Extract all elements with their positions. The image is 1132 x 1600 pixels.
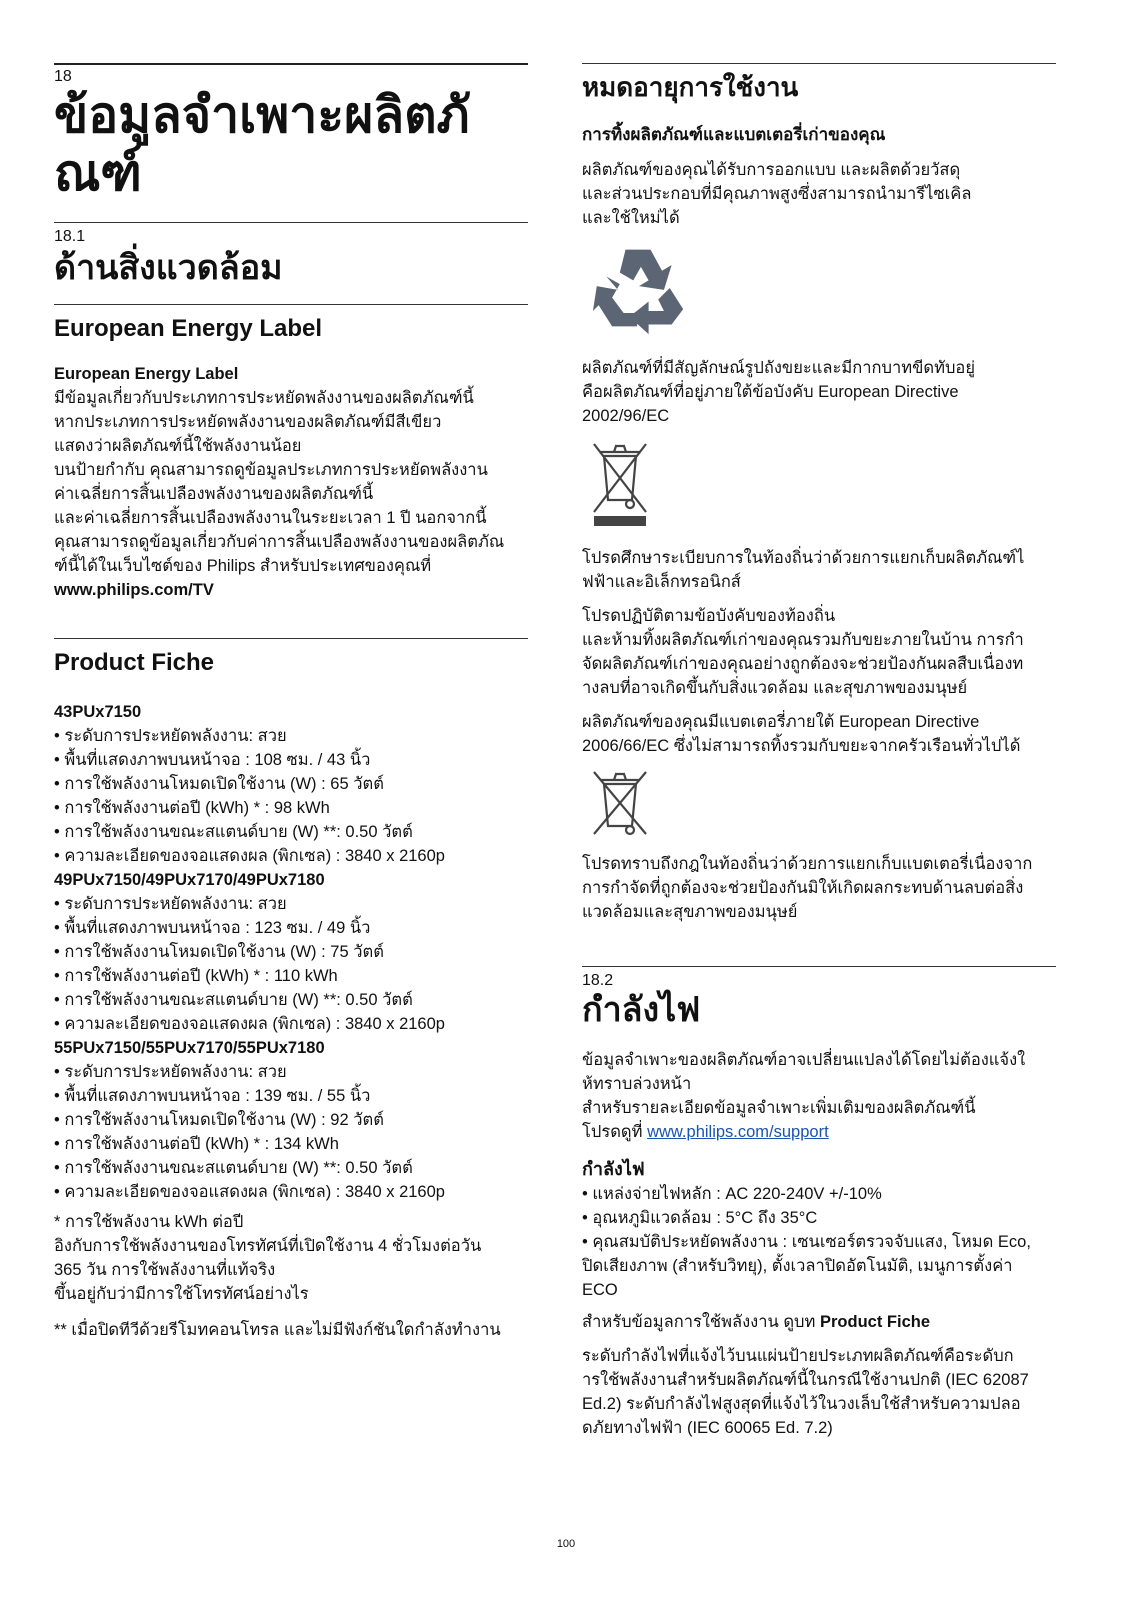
text-line: ฟฟ้าและอิเล็กทรอนิกส์ — [582, 573, 741, 591]
product-fiche-rule — [54, 638, 528, 639]
product-fiche-models — [54, 700, 540, 1204]
energy-label-url: www.philips.com/TV — [54, 581, 214, 599]
crossed-bin-battery-icon — [590, 768, 650, 836]
section2-intro-lines — [582, 1048, 1062, 1120]
spec-item: • พื้นที่แสดงภาพบนหน้าจอ : 123 ซม. / 49 นิ้ว — [54, 916, 540, 940]
disposal-subheading: การทิ้งผลิตภัณฑ์และแบตเตอรี่เก่าของคุณ — [582, 125, 886, 144]
text-line: โปรดศึกษาระเบียบการในท้องถิ่นว่าด้วยการแยกเก็บผลิตภัณฑ์ไ — [582, 549, 1025, 567]
spec-item: • ความละเอียดของจอแสดงผล (พิกเซล) : 3840 x 2160p — [54, 844, 540, 868]
model-block — [54, 700, 540, 868]
power-items — [582, 1182, 1062, 1230]
battery-local-text — [582, 852, 1062, 924]
spec-item: • ระดับการประหยัดพลังงาน: สวย — [54, 892, 540, 916]
disposal-intro — [582, 158, 1062, 230]
section2-intro — [582, 1048, 1062, 1144]
model-block — [54, 1036, 540, 1204]
text-line: และห้ามทิ้งผลิตภัณฑ์เก่าของคุณรวมกับขยะภายในบ้าน การกำ — [582, 631, 1024, 649]
text-line: ค่าเฉลี่ยการสิ้นเปลืองพลังงานของผลิตภัณฑ์นี้ — [54, 485, 374, 503]
spec-item: • การใช้พลังงานต่อปี (kWh) * : 98 kWh — [54, 796, 540, 820]
support-prefix: โปรดดูที่ — [582, 1123, 648, 1141]
footnote-line: 365 วัน การใช้พลังงานที่แท้จริง — [54, 1261, 276, 1279]
text-line: หากประเภทการประหยัดพลังงานของผลิตภัณฑ์มีสีเขียว — [54, 413, 442, 431]
footnote-annual-energy — [54, 1210, 540, 1306]
end-of-use-rule — [582, 63, 1056, 64]
power-heading: กำลังไฟ — [582, 1159, 645, 1179]
page-number: 100 — [556, 1538, 576, 1550]
spec-item: • ระดับการประหยัดพลังงาน: สวย — [54, 724, 540, 748]
text-line: สำหรับรายละเอียดข้อมูลจำเพาะเพิ่มเติมของผลิตภัณฑ์นี้ — [582, 1099, 976, 1117]
support-line — [582, 1120, 1062, 1144]
text-line: แสดงว่าผลิตภัณฑ์นี้ใช้พลังงานน้อย — [54, 437, 302, 455]
model-name: 43PUx7150 — [54, 703, 142, 721]
crossed-bin-icon — [590, 440, 650, 528]
text-line: และค่าเฉลี่ยการสิ้นเปลืองพลังงานในระยะเวลา 1 ปี นอกจากนี้ — [54, 509, 487, 527]
text-line: และส่วนประกอบที่มีคุณภาพสูงซึ่งสามารถนำมารีไซเคิล — [582, 185, 972, 203]
energy-label-body — [54, 362, 540, 602]
text-line: การกำจัดที่ถูกต้องจะช่วยป้องกันมิให้เกิดผลกระทบด้านลบต่อสิ่ง — [582, 879, 1024, 897]
text-line: างลบที่อาจเกิดขึ้นกับสิ่งแวดล้อม และสุขภาพของมนุษย์ — [582, 679, 968, 697]
footnote-line: * การใช้พลังงาน kWh ต่อปี — [54, 1213, 244, 1231]
local-regulations-text — [582, 546, 1062, 594]
text-line: ดภัยทางไฟฟ้า (IEC 60065 Ed. 7.2) — [582, 1419, 833, 1437]
model-specs — [54, 892, 540, 1036]
text-line: จัดผลิตภัณฑ์เก่าของคุณอย่างถูกต้องจะช่วยป้องกันผลสืบเนื่องท — [582, 655, 1024, 673]
recycle-icon — [590, 240, 688, 336]
energy-label-heading: European Energy Label — [54, 315, 323, 342]
model-name: 55PUx7150/55PUx7170/55PUx7180 — [54, 1039, 325, 1057]
text-line: โปรดปฏิบัติตามข้อบังคับของท้องถิ่น — [582, 607, 836, 625]
power-item: • แหล่งจ่ายไฟหลัก : AC 220-240V +/-10% — [582, 1182, 1062, 1206]
text-line: มีข้อมูลเกี่ยวกับประเภทการประหยัดพลังงานของผลิตภัณฑ์นี้ — [54, 389, 474, 407]
text-line: ารใช้พลังงานสำหรับผลิตภัณฑ์นี้ในกรณีใช้งานปกติ (IEC 62087 — [582, 1371, 1029, 1389]
section-title: ด้านสิ่งแวดล้อม — [54, 249, 283, 287]
text-line: ECO — [582, 1281, 618, 1299]
support-link[interactable]: www.philips.com/support — [647, 1123, 829, 1141]
weee-text — [582, 356, 1062, 428]
spec-item: • พื้นที่แสดงภาพบนหน้าจอ : 139 ซม. / 55 นิ้ว — [54, 1084, 540, 1108]
footnote-standby: ** เมื่อปิดทีวีด้วยรีโมทคอนโทรล และไม่มีฟังก์ชันใดกำลังทำงาน — [54, 1321, 501, 1339]
model-specs — [54, 724, 540, 868]
chapter-title-line2: ณฑ์ — [54, 145, 142, 201]
spec-item: • การใช้พลังงานโหมดเปิดใช้งาน (W) : 65 วัตต์ — [54, 772, 540, 796]
text-line: โปรดทราบถึงกฎในท้องถิ่นว่าด้วยการแยกเก็บแบตเตอรี่เนื่องจาก — [582, 855, 1033, 873]
battery-directive-text — [582, 710, 1062, 758]
model-specs — [54, 1060, 540, 1204]
chapter-title — [54, 86, 534, 202]
text-line: ผลิตภัณฑ์ที่มีสัญลักษณ์รูปถังขยะและมีกากบาทขีดทับอยู่ — [582, 359, 976, 377]
text-line: ผลิตภัณฑ์ของคุณมีแบตเตอรี่ภายใต้ European Directive — [582, 713, 980, 731]
text-line: คุณสามารถดูข้อมูลเกี่ยวกับค่าการสิ้นเปลืองพลังงานของผลิตภัณ — [54, 533, 505, 551]
text-line: ระดับกำลังไฟที่แจ้งไว้บนแผ่นป้ายประเภทผลิตภัณฑ์คือระดับก — [582, 1347, 1014, 1365]
text-line: ผลิตภัณฑ์ของคุณได้รับการออกแบบ และผลิตด้วยวัสดุ — [582, 161, 961, 179]
footnote-line: ขึ้นอยู่กับว่ามีการใช้โทรทัศน์อย่างไร — [54, 1285, 309, 1303]
chapter-number: 18 — [54, 68, 72, 85]
chapter-rule — [54, 63, 528, 65]
follow-regulations-text — [582, 604, 1062, 700]
spec-item: • การใช้พลังงานขณะสแตนด์บาย (W) **: 0.50 วัตต์ — [54, 988, 540, 1012]
spec-item: • พื้นที่แสดงภาพบนหน้าจอ : 108 ซม. / 43 นิ้ว — [54, 748, 540, 772]
spec-item: • การใช้พลังงานโหมดเปิดใช้งาน (W) : 75 วัตต์ — [54, 940, 540, 964]
power-item: • อุณหภูมิแวดล้อม : 5°C ถึง 35°C — [582, 1206, 1062, 1230]
section2-title: กำลังไฟ — [582, 991, 701, 1029]
text-line: คือผลิตภัณฑ์ที่อยู่ภายใต้ข้อบังคับ European Directive — [582, 383, 959, 401]
section-number: 18.1 — [54, 228, 86, 245]
subsection-rule — [54, 304, 528, 305]
fiche-reference — [582, 1310, 1062, 1334]
text-line: Ed.2) ระดับกำลังไฟสูงสุดที่แจ้งไว้ในวงเล็บใช้สำหรับความปลอ — [582, 1395, 1021, 1413]
text-line: ข้อมูลจำเพาะของผลิตภัณฑ์อาจเปลี่ยนแปลงได้โดยไม่ต้องแจ้งใ — [582, 1051, 1026, 1069]
chapter-title-line1: ข้อมูลจำเพาะผลิตภั — [54, 87, 470, 143]
model-name: 49PUx7150/49PUx7170/49PUx7180 — [54, 871, 325, 889]
spec-item: • ระดับการประหยัดพลังงาน: สวย — [54, 1060, 540, 1084]
footnotes — [54, 1210, 540, 1342]
section2-rule — [582, 966, 1056, 967]
text-line: แวดล้อมและสุขภาพของมนุษย์ — [582, 903, 798, 921]
text-line: ห้ทราบล่วงหน้า — [582, 1075, 692, 1093]
model-block — [54, 868, 540, 1036]
spec-item: • การใช้พลังงานต่อปี (kWh) * : 110 kWh — [54, 964, 540, 988]
fiche-ref-prefix: สำหรับข้อมูลการใช้พลังงาน ดูบท — [582, 1313, 820, 1331]
text-line: และใช้ใหม่ได้ — [582, 209, 680, 227]
eco-features — [582, 1230, 1062, 1302]
end-of-use-heading: หมดอายุการใช้งาน — [582, 72, 799, 102]
spec-item: • ความละเอียดของจอแสดงผล (พิกเซล) : 3840 x 2160p — [54, 1012, 540, 1036]
text-line: 2006/66/EC ซึ่งไม่สามารถทิ้งรวมกับขยะจากครัวเรือนทั่วไปได้ — [582, 737, 1021, 755]
section2-number: 18.2 — [582, 972, 614, 989]
power-specs — [582, 1182, 1062, 1302]
spec-item: • ความละเอียดของจอแสดงผล (พิกเซล) : 3840 x 2160p — [54, 1180, 540, 1204]
spec-item: • การใช้พลังงานขณะสแตนด์บาย (W) **: 0.50 วัตต์ — [54, 1156, 540, 1180]
energy-label-subheading: European Energy Label — [54, 365, 239, 383]
text-line: บนป้ายกำกับ คุณสามารถดูข้อมูลประเภทการประหยัดพลังงาน — [54, 461, 488, 479]
spec-item: • การใช้พลังงานต่อปี (kWh) * : 134 kWh — [54, 1132, 540, 1156]
text-line: ปิดเสียงภาพ (สำหรับวิทยุ), ตั้งเวลาปิดอัตโนมัติ, เมนูการตั้งค่า — [582, 1257, 1013, 1275]
text-line: • คุณสมบัติประหยัดพลังงาน : เซนเซอร์ตรวจจับแสง, โหมด Eco, — [582, 1233, 1031, 1251]
text-line: ฑ์นี้ได้ในเว็บไซต์ของ Philips สำหรับประเทศของคุณที่ — [54, 557, 432, 575]
spec-item: • การใช้พลังงานโหมดเปิดใช้งาน (W) : 92 วัตต์ — [54, 1108, 540, 1132]
section-rule — [54, 222, 528, 223]
spec-item: • การใช้พลังงานขณะสแตนด์บาย (W) **: 0.50 วัตต์ — [54, 820, 540, 844]
product-fiche-heading: Product Fiche — [54, 649, 215, 676]
energy-label-text — [54, 386, 540, 578]
footnote-line: อิงกับการใช้พลังงานของโทรทัศน์ที่เปิดใช้งาน 4 ชั่วโมงต่อวัน — [54, 1237, 482, 1255]
fiche-ref-bold: Product Fiche — [819, 1313, 930, 1331]
power-rating-text — [582, 1344, 1062, 1440]
text-line: 2002/96/EC — [582, 407, 670, 425]
